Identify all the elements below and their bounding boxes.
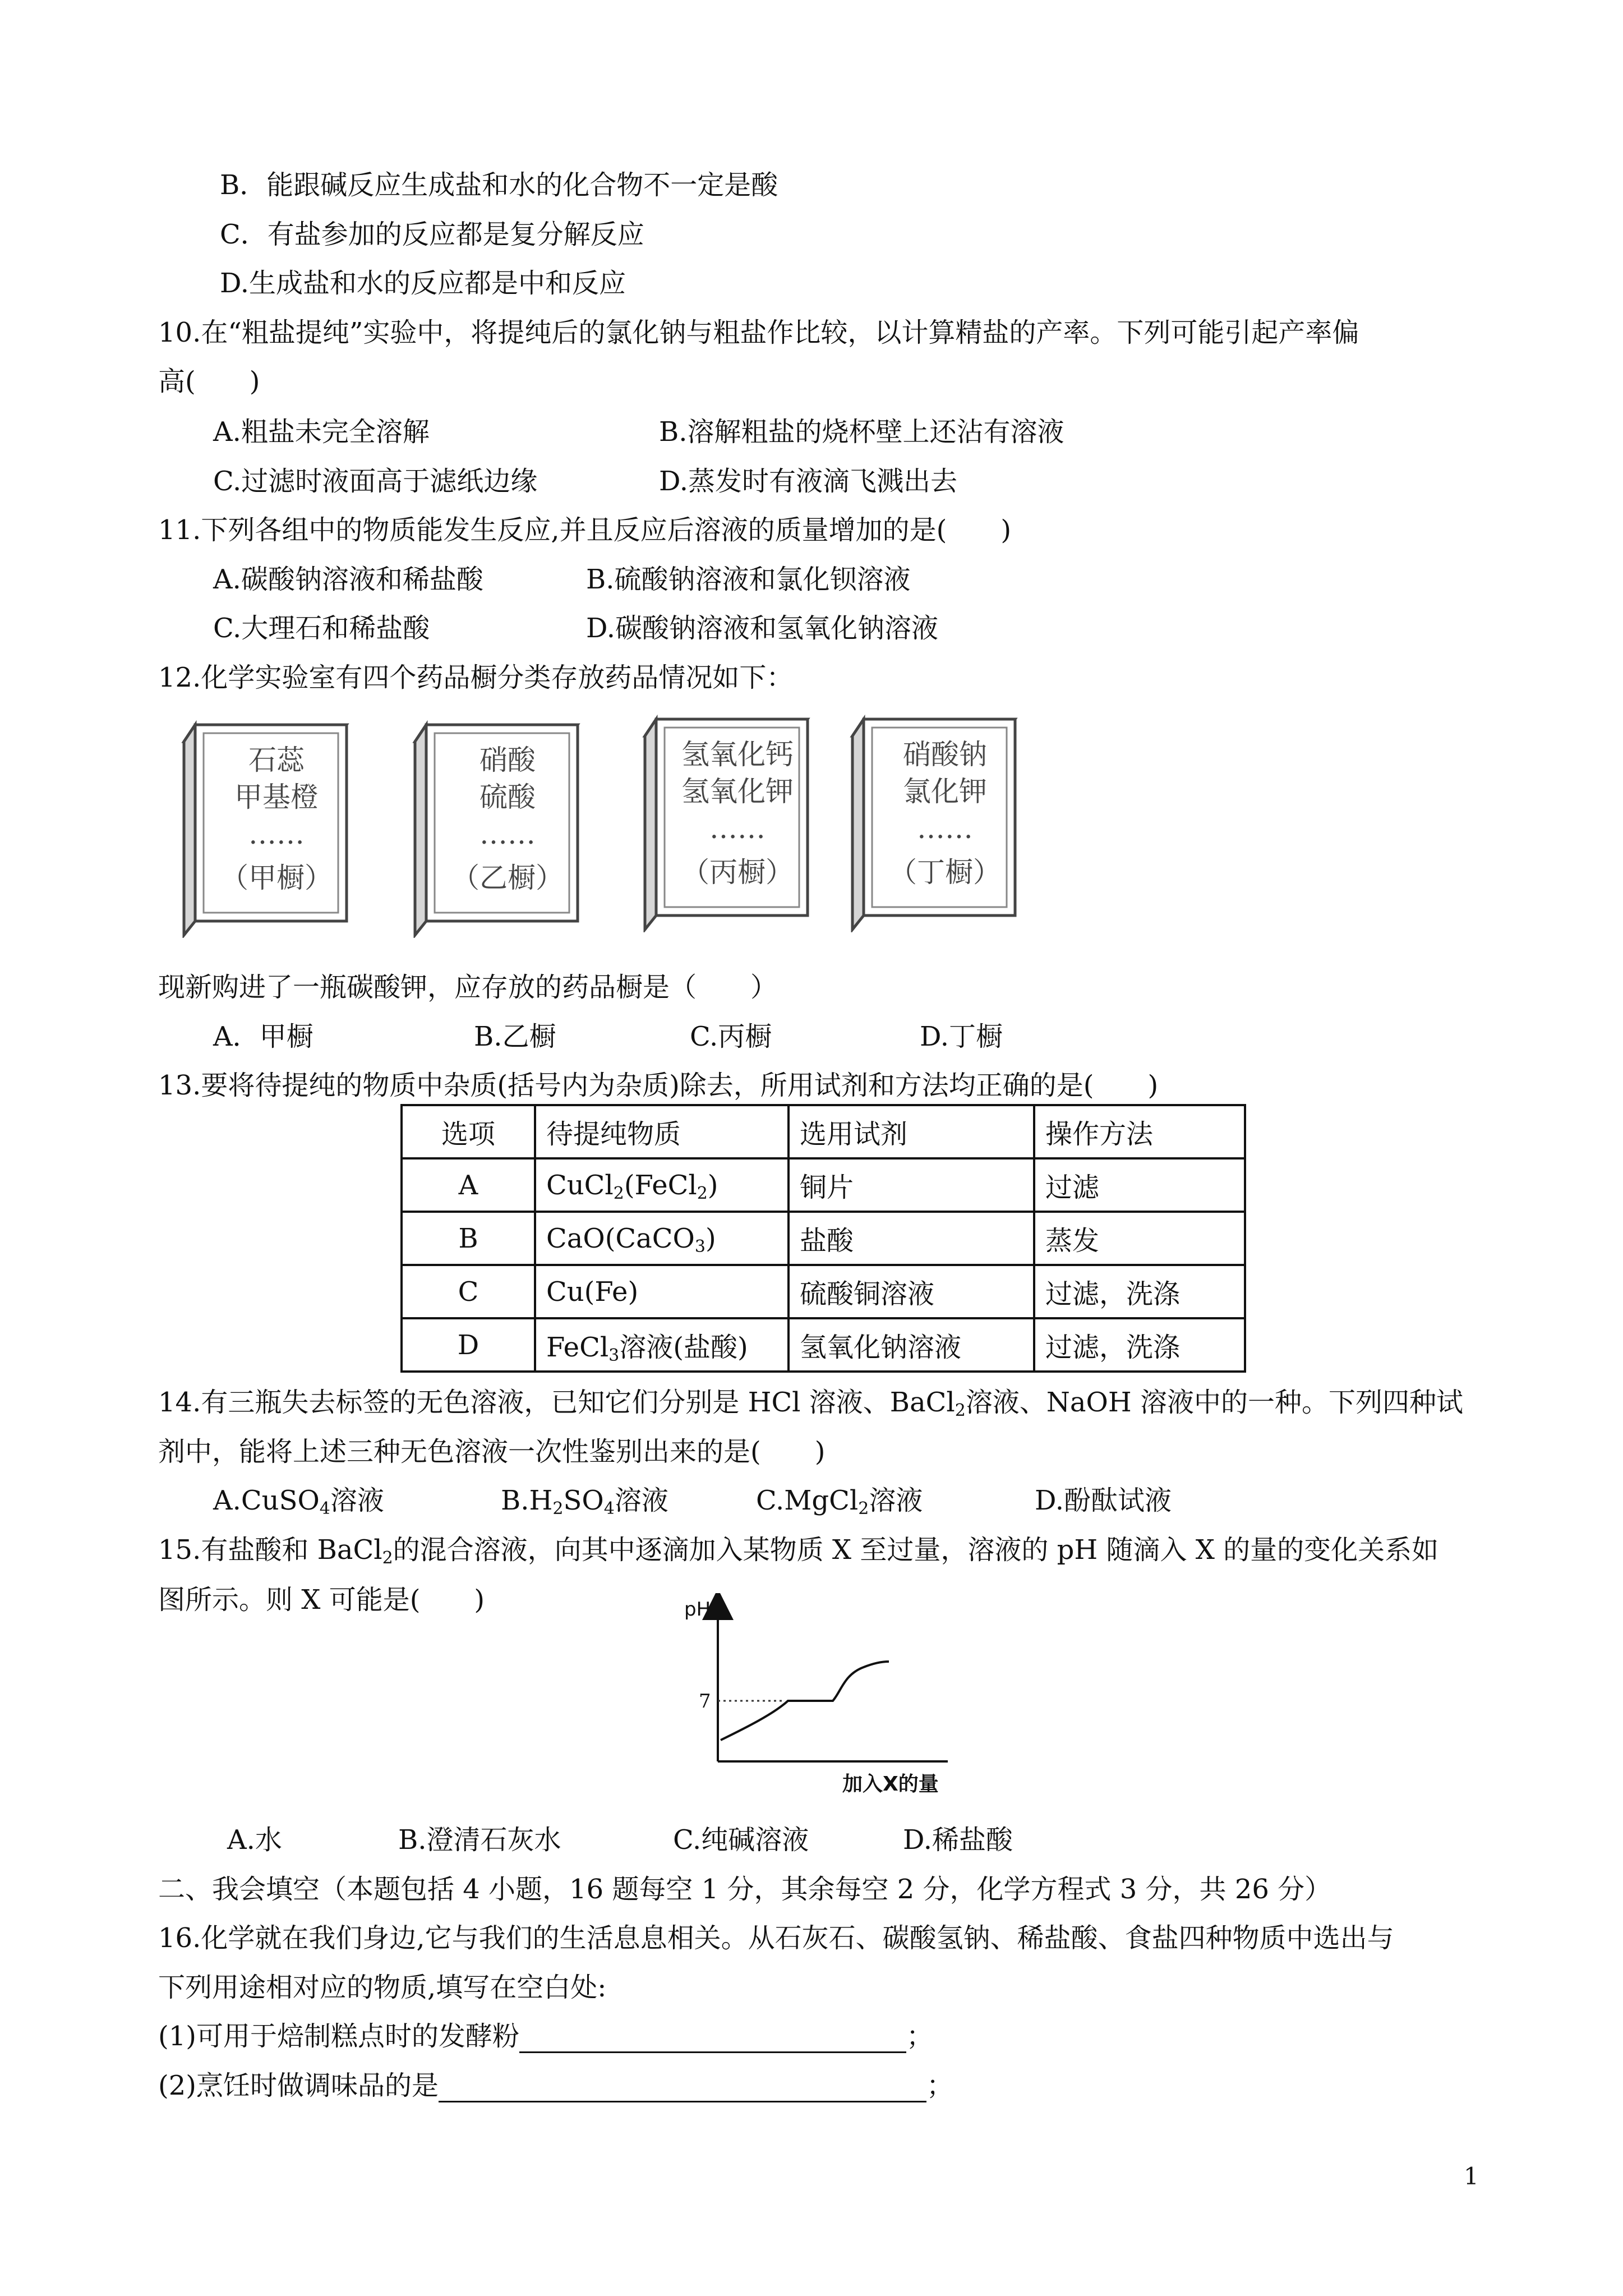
formula-part: 溶液(盐酸) xyxy=(619,1332,748,1363)
q11-option-c: C.大理石和稀盐酸 xyxy=(213,613,430,644)
formula-subscript: 2 xyxy=(697,1183,708,1203)
table-cell: 盐酸 xyxy=(789,1212,1034,1265)
table-cell: 过滤 xyxy=(1034,1158,1245,1212)
table-cell xyxy=(535,1158,789,1212)
q16-stem-cont: 下列用途相对应的物质,填写在空白处: xyxy=(158,1972,607,2003)
q13-stem: 13.要将待提纯的物质中杂质(括号内为杂质)除去，所用试剂和方法均正确的是( ) xyxy=(158,1070,1159,1101)
q14-stem-cont: 剂中，能将上述三种无色溶液一次性鉴别出来的是( ) xyxy=(158,1436,826,1467)
cabinet-jia xyxy=(178,719,363,938)
q12-option-b: B.乙橱 xyxy=(474,1021,556,1052)
formula-part: ) xyxy=(705,1222,716,1254)
opt-text: C.MgCl xyxy=(756,1485,859,1516)
cabinet-jia-dots: …… xyxy=(248,818,305,850)
formula-subscript: 3 xyxy=(608,1346,620,1365)
formula-subscript: 2 xyxy=(382,1548,393,1568)
ph-graph xyxy=(684,1593,965,1801)
table-header-row xyxy=(402,1105,1245,1158)
q14-text: 溶液、NaOH 溶液中的一种。下列四种试 xyxy=(965,1387,1463,1418)
cabinet-ding-line1: 硝酸钠 xyxy=(903,738,987,771)
formula-subscript: 2 xyxy=(858,1499,869,1519)
opt-text: 溶液 xyxy=(614,1485,668,1516)
cabinet-yi-dots: …… xyxy=(479,818,536,850)
ph-graph-y7-label: 7 xyxy=(699,1690,711,1713)
ph-graph-x-label: 加入X的量 xyxy=(842,1773,939,1796)
cabinet-bing xyxy=(639,714,824,932)
formula-subscript: 3 xyxy=(694,1236,706,1257)
formula-part: FeCl xyxy=(546,1332,609,1363)
table-row xyxy=(402,1212,1245,1265)
table-cell: 过滤，洗涤 xyxy=(1034,1318,1245,1372)
cabinet-bing-dots: …… xyxy=(709,812,766,845)
formula-subscript: 4 xyxy=(319,1499,330,1519)
cabinet-yi xyxy=(409,719,594,938)
cabinet-bing-label: （丙橱） xyxy=(681,856,794,889)
opt-text: 溶液 xyxy=(869,1485,923,1516)
q9-option-c: C．有盐参加的反应都是复分解反应 xyxy=(220,219,644,250)
q11-option-b: B.硫酸钠溶液和氯化钡溶液 xyxy=(586,564,911,595)
table-cell xyxy=(535,1212,789,1265)
section-2-heading: 二、我会填空（本题包括 4 小题，16 题每空 1 分，其余每空 2 分，化学方程式 3 分，共 26 分） xyxy=(158,1874,1332,1905)
cabinet-jia-line1: 石蕊 xyxy=(248,744,305,776)
q10-option-a: A.粗盐未完全溶解 xyxy=(213,416,430,448)
q14-stem xyxy=(158,1386,1463,1419)
q10-stem: 10.在“粗盐提纯”实验中，将提纯后的氯化钠与粗盐作比较，以计算精盐的产率。下列可能引起产率偏 xyxy=(158,317,1359,348)
q12-option-d: D.丁橱 xyxy=(920,1021,1003,1052)
cabinet-yi-label: （乙橱） xyxy=(451,862,564,894)
q12-stem: 12.化学实验室有四个药品橱分类存放药品情况如下： xyxy=(158,662,794,693)
q9-option-d: D.生成盐和水的反应都是中和反应 xyxy=(220,268,626,299)
cabinet-ding-dots: …… xyxy=(917,812,973,845)
table-cell: 硫酸铜溶液 xyxy=(789,1265,1034,1318)
q15-option-a: A.水 xyxy=(227,1824,282,1856)
cabinet-ding xyxy=(847,714,1032,932)
q11-option-a: A.碳酸钠溶液和稀盐酸 xyxy=(213,564,483,595)
q10-stem-cont: 高( ) xyxy=(158,366,260,397)
q12-question: 现新购进了一瓶碳酸钾，应存放的药品橱是（ ） xyxy=(158,972,778,1003)
formula-part: ) xyxy=(707,1169,718,1201)
formula-part: CuCl xyxy=(546,1169,614,1201)
table-header: 选用试剂 xyxy=(789,1105,1034,1158)
cabinet-bing-line2: 氢氧化钾 xyxy=(681,775,794,808)
table-cell: A xyxy=(402,1158,535,1212)
table-cell: 过滤，洗涤 xyxy=(1034,1265,1245,1318)
q15-stem xyxy=(158,1533,1438,1567)
q10-option-d: D.蒸发时有液滴飞溅出去 xyxy=(659,466,958,497)
q16-part-2-end: ； xyxy=(926,2070,954,2101)
formula-subscript: 2 xyxy=(552,1499,564,1519)
table-cell: Cu(Fe) xyxy=(535,1265,789,1318)
ph-graph-y-label: pH xyxy=(684,1598,711,1621)
table-cell: B xyxy=(402,1212,535,1265)
q14-option-d: D.酚酞试液 xyxy=(1035,1485,1172,1516)
table-row xyxy=(402,1318,1245,1372)
table-cell: D xyxy=(402,1318,535,1372)
q16-part-1-end: ； xyxy=(906,2021,934,2052)
q10-option-c: C.过滤时液面高于滤纸边缘 xyxy=(213,466,538,497)
q16-part-1 xyxy=(158,2019,933,2053)
table-cell: 铜片 xyxy=(789,1158,1034,1212)
cabinet-jia-line2: 甲基橙 xyxy=(234,781,319,813)
table-cell xyxy=(535,1318,789,1372)
q12-option-a: A．甲橱 xyxy=(213,1021,313,1052)
opt-text: A.CuSO xyxy=(213,1485,320,1516)
formula-subscript: 4 xyxy=(603,1499,615,1519)
table-header: 选项 xyxy=(402,1105,535,1158)
answer-blank-1[interactable] xyxy=(519,2023,906,2053)
q15-option-b: B.澄清石灰水 xyxy=(398,1824,561,1856)
opt-text: SO xyxy=(563,1485,604,1516)
opt-text: B.H xyxy=(501,1485,553,1516)
formula-subscript: 2 xyxy=(613,1183,624,1203)
q14-text: 14.有三瓶失去标签的无色溶液，已知它们分别是 HCl 溶液、BaCl xyxy=(158,1387,955,1418)
q14-option-c xyxy=(756,1484,923,1517)
q15-option-c: C.纯碱溶液 xyxy=(673,1824,809,1856)
table-header: 操作方法 xyxy=(1034,1105,1245,1158)
table-row xyxy=(402,1265,1245,1318)
formula-subscript: 2 xyxy=(955,1401,966,1420)
q14-option-a xyxy=(213,1484,384,1517)
q11-stem: 11.下列各组中的物质能发生反应,并且反应后溶液的质量增加的是( ) xyxy=(158,514,1012,546)
formula-part: (FeCl xyxy=(624,1169,697,1201)
cabinet-jia-label: （甲橱） xyxy=(220,862,333,894)
q13-table xyxy=(400,1104,1246,1373)
table-header: 待提纯物质 xyxy=(535,1105,789,1158)
table-cell: C xyxy=(402,1265,535,1318)
q9-option-b: B．能跟碱反应生成盐和水的化合物不一定是酸 xyxy=(220,169,778,201)
cabinet-ding-line2: 氯化钾 xyxy=(903,775,987,808)
q15-text: 15.有盐酸和 BaCl xyxy=(158,1534,382,1566)
q15-text: 的混合溶液，向其中逐滴加入某物质 X 至过量，溶液的 pH 随滴入 X 的量的变化关系如 xyxy=(393,1534,1439,1566)
q12-option-c: C.丙橱 xyxy=(690,1021,772,1052)
opt-text: 溶液 xyxy=(330,1485,384,1516)
cabinet-yi-line1: 硝酸 xyxy=(479,744,536,776)
q15-option-d: D.稀盐酸 xyxy=(903,1824,1013,1856)
q15-stem-cont: 图所示。则 X 可能是( ) xyxy=(158,1584,485,1616)
q16-part-2 xyxy=(158,2069,953,2102)
table-row xyxy=(402,1158,1245,1212)
answer-blank-2[interactable] xyxy=(439,2073,926,2102)
q16-part-1-text: (1)可用于焙制糕点时的发酵粉 xyxy=(158,2021,519,2052)
formula-part: CaO(CaCO xyxy=(546,1222,695,1254)
q16-part-2-text: (2)烹饪时做调味品的是 xyxy=(158,2070,439,2101)
q11-option-d: D.碳酸钠溶液和氢氧化钠溶液 xyxy=(586,613,939,644)
q10-option-b: B.溶解粗盐的烧杯壁上还沾有溶液 xyxy=(659,416,1064,448)
q14-option-b xyxy=(501,1484,668,1517)
cabinet-ding-label: （丁橱） xyxy=(889,856,1001,889)
cabinet-bing-line1: 氢氧化钙 xyxy=(681,738,794,771)
table-cell: 氢氧化钠溶液 xyxy=(789,1318,1034,1372)
table-cell: 蒸发 xyxy=(1034,1212,1245,1265)
q16-stem: 16.化学就在我们身边,它与我们的生活息息相关。从石灰石、碳酸氢钠、稀盐酸、食盐四种物质中选出与 xyxy=(158,1922,1394,1954)
cabinet-yi-line2: 硫酸 xyxy=(479,781,536,813)
page-number: 1 xyxy=(1464,2162,1479,2190)
